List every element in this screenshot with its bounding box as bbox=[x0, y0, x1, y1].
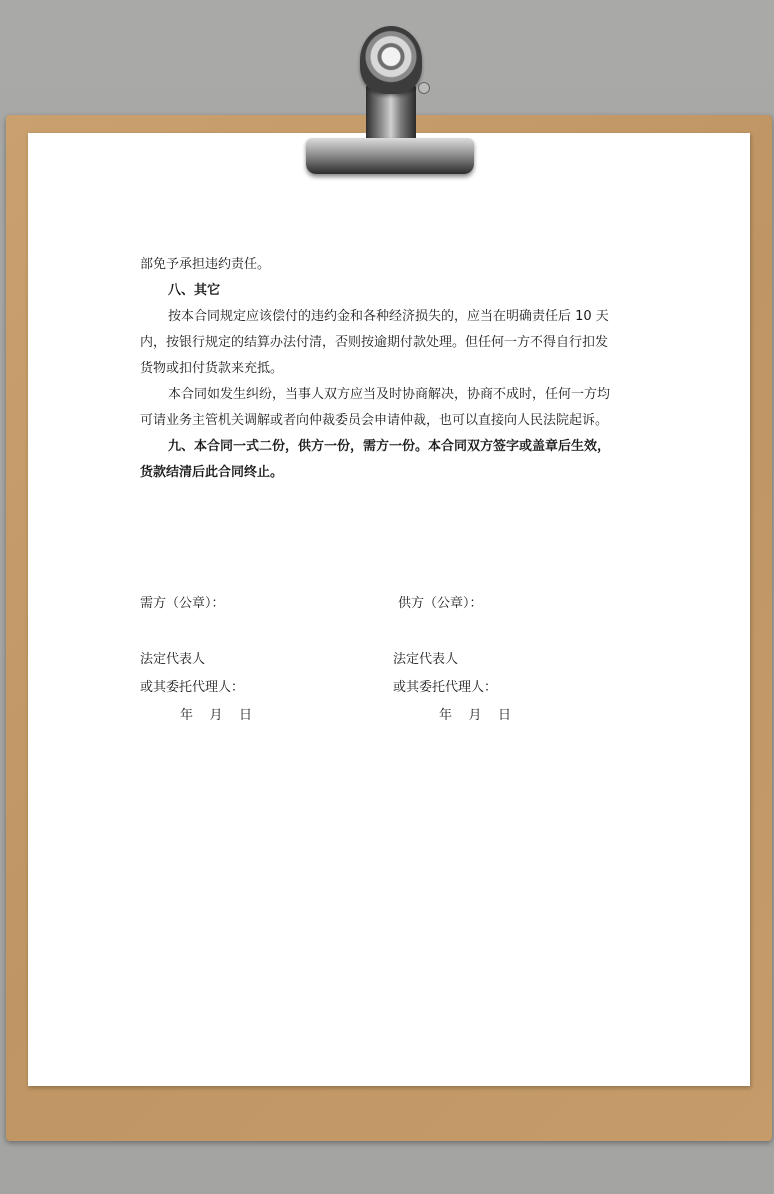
section-8-paragraph-2: 本合同如发生纠纷，当事人双方应当及时协商解决，协商不成时，任何一方均可请业务主管机关调解或者向仲裁委员会申请仲裁，也可以直接向人民法院起诉。 bbox=[140, 387, 611, 428]
clip-pin bbox=[418, 82, 430, 94]
seller-seal-label: 供方（公章）： bbox=[398, 596, 483, 611]
buyer-date: 年 月 日 bbox=[180, 708, 253, 723]
seller-date: 年 月 日 bbox=[439, 708, 512, 723]
section-9-paragraph: 九、本合同一式二份，供方一份，需方一份。本合同双方签字或盖章后生效，货款结清后此合同终止。 bbox=[140, 439, 611, 480]
contract-body bbox=[140, 252, 620, 486]
seller-agent: 或其委托代理人： bbox=[393, 680, 498, 695]
carry-over-line: 部免予承担违约责任。 bbox=[140, 257, 271, 272]
binder-clip-icon bbox=[306, 26, 474, 176]
clip-ring bbox=[360, 26, 422, 94]
buyer-seal-label: 需方（公章）： bbox=[140, 596, 225, 611]
seller-legal-rep: 法定代表人 bbox=[393, 652, 459, 667]
clip-base bbox=[306, 138, 474, 174]
section-8-title: 八、其它 bbox=[168, 283, 221, 298]
buyer-agent: 或其委托代理人： bbox=[140, 680, 245, 695]
section-8-paragraph-1: 按本合同规定应该偿付的违约金和各种经济损失的，应当在明确责任后 10 天内，按银行规定的结算办法付清，否则按逾期付款处理。但任何一方不得自行扣发货物或扣付货款来充抵。 bbox=[140, 309, 609, 376]
buyer-legal-rep: 法定代表人 bbox=[140, 652, 206, 667]
